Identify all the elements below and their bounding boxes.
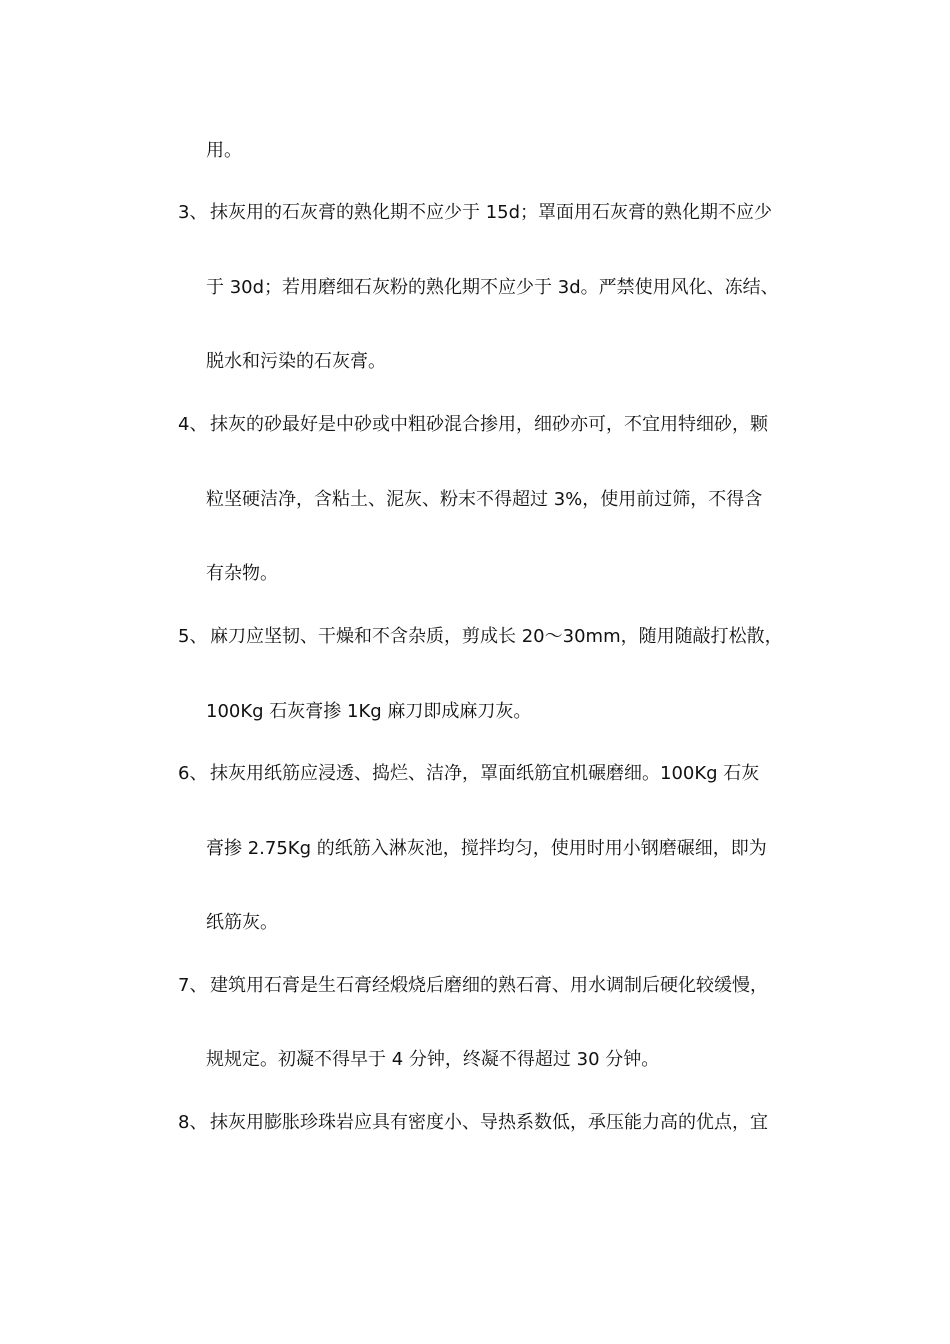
text-line: 100Kg 石灰膏掺 1Kg 麻刀即成麻刀灰。: [206, 701, 532, 722]
item-number: 5、: [178, 626, 208, 647]
text-line: 抹灰用纸筋应浸透、捣烂、洁净，罩面纸筋宜机碾磨细。100Kg 石灰: [210, 763, 760, 784]
text-line: 有杂物。: [206, 563, 278, 584]
text-line: 规规定。初凝不得早于 4 分钟，终凝不得超过 30 分钟。: [206, 1049, 660, 1070]
text-line: 膏掺 2.75Kg 的纸筋入淋灰池，搅拌均匀，使用时用小钢磨碾细，即为: [206, 838, 767, 859]
text-line: 抹灰用的石灰膏的熟化期不应少于 15d；罩面用石灰膏的熟化期不应少: [210, 202, 773, 223]
item-number: 4、: [178, 414, 208, 435]
text-line: 于 30d；若用磨细石灰粉的熟化期不应少于 3d。严禁使用风化、冻结、: [206, 277, 779, 298]
text-line: 纸筋灰。: [206, 912, 278, 933]
item-number: 3、: [178, 202, 208, 223]
item-number: 8、: [178, 1112, 208, 1133]
text-line: 麻刀应坚韧、干燥和不含杂质，剪成长 20～30mm，随用随敲打松散，: [210, 626, 783, 647]
item-number: 6、: [178, 763, 208, 784]
text-line: 抹灰的砂最好是中砂或中粗砂混合掺用，细砂亦可，不宜用特细砂，颗: [210, 414, 768, 435]
text-line: 建筑用石膏是生石膏经煅烧后磨细的熟石膏、用水调制后硬化较缓慢，: [210, 975, 768, 996]
text-line: 脱水和污染的石灰膏。: [206, 351, 386, 372]
text-line: 粒坚硬洁净，含粘土、泥灰、粉末不得超过 3%，使用前过筛，不得含: [206, 489, 763, 510]
text-line: 抹灰用膨胀珍珠岩应具有密度小、导热系数低，承压能力高的优点，宜: [210, 1112, 768, 1133]
text-line: 用。: [206, 140, 242, 161]
item-number: 7、: [178, 975, 208, 996]
